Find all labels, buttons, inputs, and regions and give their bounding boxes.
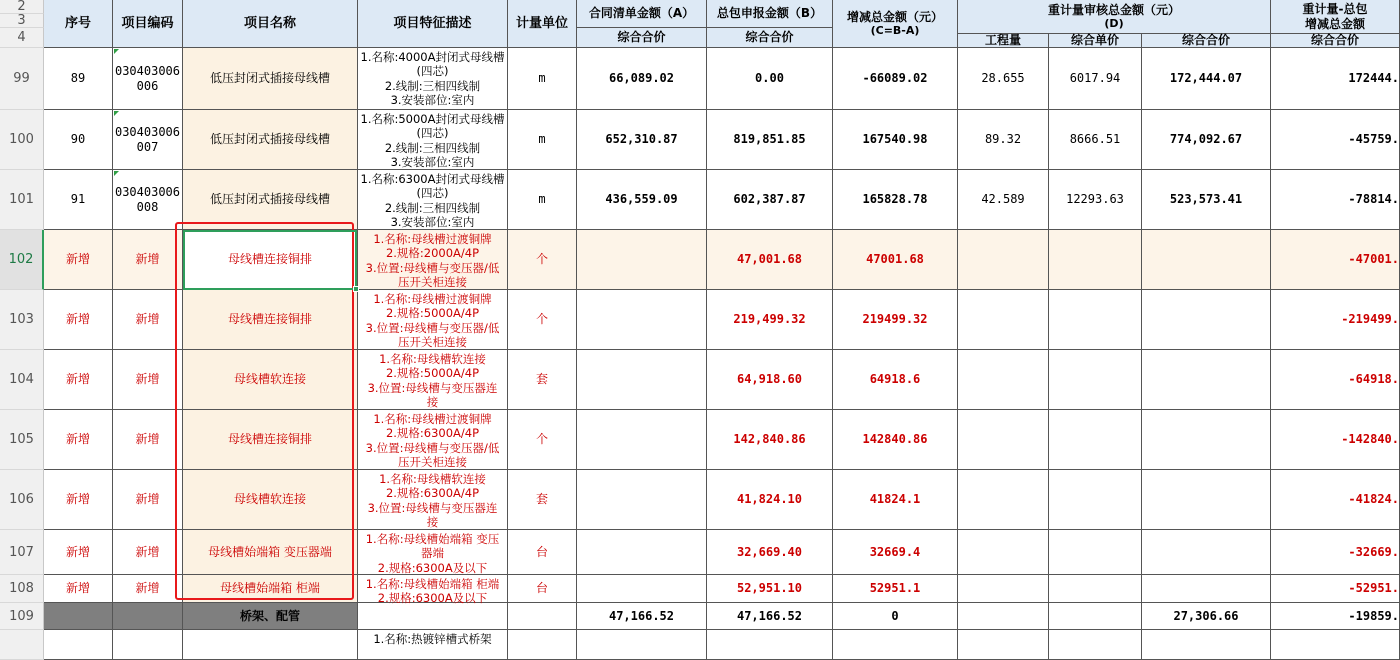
contract-cell[interactable]: 66,089.02 <box>577 48 707 110</box>
desc-line: 压开关柜连接 <box>398 455 467 470</box>
diff-cell[interactable]: -66089.02 <box>833 48 958 110</box>
review-total-cell[interactable]: 172,444.07 <box>1142 48 1271 110</box>
last-diff-cell[interactable]: -52951. <box>1271 575 1400 603</box>
code-cell[interactable]: 030403006008 <box>113 170 183 230</box>
row-header[interactable]: 2 <box>0 0 44 14</box>
submit-cell[interactable]: 64,918.60 <box>707 350 833 410</box>
review-unit-price-cell[interactable] <box>1049 290 1142 350</box>
desc-line: 2.规格:6300A及以下 <box>377 591 488 606</box>
review-qty-cell[interactable] <box>958 350 1049 410</box>
header-last-l1: 重计量-总包 <box>1302 2 1368 17</box>
name-cell[interactable]: 母线槽连接铜排 <box>183 230 358 290</box>
unit-cell[interactable]: m <box>508 48 577 110</box>
review-unit-price-cell[interactable] <box>1049 350 1142 410</box>
submit-cell[interactable]: 142,840.86 <box>707 410 833 470</box>
total-review-unit-price-cell[interactable] <box>1049 603 1142 630</box>
desc-line: 压开关柜连接 <box>398 335 467 350</box>
header-diff-amount[interactable] <box>833 0 958 48</box>
total-diff-cell[interactable]: 0 <box>833 603 958 630</box>
row-header[interactable] <box>0 630 44 660</box>
submit-cell[interactable]: 819,851.85 <box>707 110 833 170</box>
header-review-sub: (D) <box>1104 17 1124 31</box>
code-cell[interactable]: 新增 <box>113 230 183 290</box>
unit-cell[interactable]: 个 <box>508 290 577 350</box>
review-total-cell[interactable] <box>1142 350 1271 410</box>
diff-cell[interactable]: 64918.6 <box>833 350 958 410</box>
review-unit-price-cell[interactable] <box>1049 230 1142 290</box>
diff-cell[interactable]: 219499.32 <box>833 290 958 350</box>
name-cell[interactable]: 母线槽始端箱 变压器端 <box>183 530 358 575</box>
contract-cell[interactable] <box>577 290 707 350</box>
review-total-cell[interactable]: 774,092.67 <box>1142 110 1271 170</box>
contract-cell[interactable] <box>577 530 707 575</box>
review-total-cell[interactable] <box>1142 530 1271 575</box>
contract-cell[interactable]: 652,310.87 <box>577 110 707 170</box>
desc-line: 3.位置:母线槽与变压器/低 <box>365 440 500 455</box>
contract-cell[interactable] <box>577 350 707 410</box>
row-header[interactable]: 3 <box>0 14 44 28</box>
contract-cell[interactable] <box>577 470 707 530</box>
diff-cell[interactable]: 167540.98 <box>833 110 958 170</box>
desc-line: 接 <box>426 515 439 530</box>
review-total-cell[interactable] <box>1142 575 1271 603</box>
partial-cell[interactable] <box>44 630 113 660</box>
review-qty-cell[interactable] <box>958 530 1049 575</box>
review-total-cell[interactable] <box>1142 230 1271 290</box>
desc-cell[interactable] <box>358 350 508 410</box>
desc-cell[interactable] <box>358 470 508 530</box>
seq-cell[interactable]: 89 <box>44 48 113 110</box>
row-header[interactable]: 101 <box>0 170 44 230</box>
row-header[interactable]: 100 <box>0 110 44 170</box>
seq-cell[interactable]: 新增 <box>44 530 113 575</box>
desc-line: 压开关柜连接 <box>398 275 467 290</box>
desc-line: 1.名称:6300A封闭式母线槽 <box>360 172 505 186</box>
partial-cell[interactable] <box>508 630 577 660</box>
comment-indicator <box>114 111 119 116</box>
row-header[interactable]: 102 <box>0 230 44 290</box>
header-code[interactable]: 项目编码 <box>113 0 183 48</box>
desc-line: 1.名称:母线槽软连接 <box>379 472 486 486</box>
header-review-unit-price[interactable]: 综合单价 <box>1049 34 1142 48</box>
comment-indicator <box>114 171 119 176</box>
header-review-group[interactable] <box>958 0 1271 34</box>
desc-line: 1.名称:母线槽过渡铜牌 <box>373 292 492 306</box>
header-diff-formula: (C=B-A) <box>870 24 920 38</box>
diff-cell[interactable]: 52951.1 <box>833 575 958 603</box>
seq-cell[interactable]: 新增 <box>44 290 113 350</box>
contract-cell[interactable] <box>577 230 707 290</box>
diff-cell[interactable]: 47001.68 <box>833 230 958 290</box>
desc-cell[interactable] <box>358 230 508 290</box>
contract-cell[interactable] <box>577 575 707 603</box>
desc-cell[interactable] <box>358 110 508 170</box>
desc-line: 1.名称:母线槽过渡铜牌 <box>373 412 492 426</box>
review-unit-price-cell[interactable]: 6017.94 <box>1049 48 1142 110</box>
seq-cell[interactable]: 新增 <box>44 350 113 410</box>
code-cell[interactable]: 新增 <box>113 530 183 575</box>
total-submit-cell[interactable]: 47,166.52 <box>707 603 833 630</box>
name-cell[interactable]: 母线槽连接铜排 <box>183 290 358 350</box>
desc-line: 接 <box>426 395 439 410</box>
desc-line: 1.名称:母线槽始端箱 柜端 <box>365 577 500 591</box>
header-last-group[interactable] <box>1271 0 1400 34</box>
header-seq[interactable]: 序号 <box>44 0 113 48</box>
partial-cell[interactable] <box>707 630 833 660</box>
submit-cell[interactable]: 47,001.68 <box>707 230 833 290</box>
review-unit-price-cell[interactable] <box>1049 530 1142 575</box>
seq-cell[interactable]: 新增 <box>44 575 113 603</box>
partial-cell[interactable] <box>1049 630 1142 660</box>
name-cell[interactable]: 母线槽始端箱 柜端 <box>183 575 358 603</box>
desc-cell[interactable] <box>358 48 508 110</box>
submit-cell[interactable]: 41,824.10 <box>707 470 833 530</box>
last-diff-cell[interactable]: -32669. <box>1271 530 1400 575</box>
submit-cell[interactable]: 602,387.87 <box>707 170 833 230</box>
desc-line: 1.名称:母线槽始端箱 变压 <box>365 532 500 546</box>
review-unit-price-cell[interactable] <box>1049 470 1142 530</box>
last-diff-cell[interactable]: -47001. <box>1271 230 1400 290</box>
name-cell[interactable]: 低压封闭式插接母线槽 <box>183 170 358 230</box>
review-qty-cell[interactable]: 28.655 <box>958 48 1049 110</box>
review-qty-cell[interactable] <box>958 470 1049 530</box>
review-total-cell[interactable] <box>1142 290 1271 350</box>
total-seq-cell[interactable] <box>44 603 113 630</box>
header-name[interactable]: 项目名称 <box>183 0 358 48</box>
unit-cell[interactable]: 个 <box>508 410 577 470</box>
header-desc[interactable]: 项目特征描述 <box>358 0 508 48</box>
partial-cell[interactable] <box>833 630 958 660</box>
submit-cell[interactable]: 0.00 <box>707 48 833 110</box>
contract-cell[interactable] <box>577 410 707 470</box>
partial-cell[interactable] <box>1271 630 1400 660</box>
desc-line: 2.规格:6300A/4P <box>385 486 480 501</box>
desc-line: 2.规格:5000A/4P <box>385 366 480 381</box>
review-qty-cell[interactable]: 42.589 <box>958 170 1049 230</box>
review-qty-cell[interactable] <box>958 290 1049 350</box>
review-unit-price-cell[interactable]: 8666.51 <box>1049 110 1142 170</box>
desc-line: (四芯) <box>416 126 449 141</box>
code-cell[interactable]: 030403006007 <box>113 110 183 170</box>
seq-cell[interactable]: 新增 <box>44 470 113 530</box>
desc-line: 器端 <box>421 546 444 561</box>
header-last-sub[interactable]: 综合合价 <box>1271 34 1400 48</box>
header-diff-title: 增减总金额（元） <box>846 9 943 24</box>
desc-line: 3.安装部位:室内 <box>390 93 475 108</box>
desc-line: 3.位置:母线槽与变压器/低 <box>365 320 500 335</box>
header-review-total[interactable]: 综合合价 <box>1142 34 1271 48</box>
header-unit[interactable]: 计量单位 <box>508 0 577 48</box>
total-desc-cell[interactable] <box>358 603 508 630</box>
last-diff-cell[interactable]: -41824. <box>1271 470 1400 530</box>
review-unit-price-cell[interactable] <box>1049 575 1142 603</box>
desc-cell[interactable] <box>358 290 508 350</box>
name-cell[interactable]: 母线槽连接铜排 <box>183 410 358 470</box>
desc-line: 2.线制:三相四线制 <box>384 78 481 93</box>
seq-cell[interactable]: 新增 <box>44 230 113 290</box>
desc-line: 2.规格:5000A/4P <box>385 306 480 321</box>
code-cell[interactable]: 新增 <box>113 410 183 470</box>
total-unit-cell[interactable] <box>508 603 577 630</box>
last-diff-cell[interactable]: -64918. <box>1271 350 1400 410</box>
desc-line: 2.规格:6300A/4P <box>385 426 480 441</box>
desc-line: 3.位置:母线槽与变压器连 <box>367 380 498 395</box>
review-unit-price-cell[interactable]: 12293.63 <box>1049 170 1142 230</box>
unit-cell[interactable]: 个 <box>508 230 577 290</box>
submit-cell[interactable]: 52,951.10 <box>707 575 833 603</box>
total-review-qty-cell[interactable] <box>958 603 1049 630</box>
last-diff-cell[interactable]: -45759. <box>1271 110 1400 170</box>
total-code-cell[interactable] <box>113 603 183 630</box>
desc-line: 2.线制:三相四线制 <box>384 140 481 155</box>
diff-cell[interactable]: 32669.4 <box>833 530 958 575</box>
diff-cell[interactable]: 41824.1 <box>833 470 958 530</box>
seq-cell[interactable]: 新增 <box>44 410 113 470</box>
review-qty-cell[interactable] <box>958 575 1049 603</box>
desc-line: 3.位置:母线槽与变压器/低 <box>365 260 500 275</box>
desc-cell[interactable] <box>358 410 508 470</box>
desc-cell[interactable] <box>358 530 508 575</box>
partial-cell[interactable]: 1.名称:热镀锌槽式桥架 <box>358 630 508 660</box>
header-last-l2: 增减总金额 <box>1304 16 1365 31</box>
unit-cell[interactable]: 套 <box>508 350 577 410</box>
desc-line: 2.规格:6300A及以下 <box>377 560 488 575</box>
seq-cell[interactable]: 91 <box>44 170 113 230</box>
row-header[interactable]: 109 <box>0 603 44 630</box>
row-header[interactable]: 107 <box>0 530 44 575</box>
code-cell[interactable]: 新增 <box>113 470 183 530</box>
diff-cell[interactable]: 142840.86 <box>833 410 958 470</box>
name-cell[interactable]: 母线槽软连接 <box>183 350 358 410</box>
code-cell[interactable]: 新增 <box>113 350 183 410</box>
row-header[interactable]: 4 <box>0 28 44 48</box>
last-diff-cell[interactable]: 172444. <box>1271 48 1400 110</box>
row-header[interactable]: 103 <box>0 290 44 350</box>
last-diff-cell[interactable]: -219499. <box>1271 290 1400 350</box>
desc-cell[interactable] <box>358 170 508 230</box>
seq-cell[interactable]: 90 <box>44 110 113 170</box>
unit-cell[interactable]: m <box>508 110 577 170</box>
unit-cell[interactable]: 台 <box>508 530 577 575</box>
desc-line: 3.安装部位:室内 <box>390 215 475 230</box>
header-review-title: 重计量审核总金额（元） <box>1047 2 1180 17</box>
submit-cell[interactable]: 219,499.32 <box>707 290 833 350</box>
unit-cell[interactable]: m <box>508 170 577 230</box>
header-contract-amount[interactable]: 合同清单金额（A） <box>577 0 707 28</box>
header-submit-amount[interactable]: 总包申报金额（B） <box>707 0 833 28</box>
partial-cell[interactable] <box>958 630 1049 660</box>
row-header[interactable]: 105 <box>0 410 44 470</box>
partial-cell[interactable] <box>1142 630 1271 660</box>
row-header[interactable]: 108 <box>0 575 44 603</box>
desc-line: 2.规格:2000A/4P <box>385 246 480 261</box>
code-cell[interactable]: 新增 <box>113 575 183 603</box>
desc-line: 3.位置:母线槽与变压器连 <box>367 500 498 515</box>
desc-line: (四芯) <box>416 186 449 201</box>
name-cell[interactable]: 低压封闭式插接母线槽 <box>183 110 358 170</box>
code-cell[interactable]: 030403006006 <box>113 48 183 110</box>
desc-line: 2.线制:三相四线制 <box>384 200 481 215</box>
unit-cell[interactable]: 套 <box>508 470 577 530</box>
desc-line: 1.名称:母线槽过渡铜牌 <box>373 232 492 246</box>
desc-cell[interactable] <box>358 575 508 606</box>
total-contract-cell[interactable]: 47,166.52 <box>577 603 707 630</box>
review-qty-cell[interactable] <box>958 410 1049 470</box>
total-last-cell[interactable]: -19859. <box>1271 603 1400 630</box>
partial-cell[interactable] <box>183 630 358 660</box>
review-total-cell[interactable] <box>1142 470 1271 530</box>
contract-cell[interactable]: 436,559.09 <box>577 170 707 230</box>
header-contract-sub[interactable]: 综合合价 <box>577 28 707 48</box>
review-total-cell[interactable] <box>1142 410 1271 470</box>
name-cell[interactable]: 母线槽软连接 <box>183 470 358 530</box>
partial-cell[interactable] <box>113 630 183 660</box>
desc-line: (四芯) <box>416 64 449 79</box>
review-qty-cell[interactable]: 89.32 <box>958 110 1049 170</box>
header-review-qty[interactable]: 工程量 <box>958 34 1049 48</box>
review-qty-cell[interactable] <box>958 230 1049 290</box>
desc-line: 1.名称:母线槽软连接 <box>379 352 486 366</box>
header-submit-sub[interactable]: 综合合价 <box>707 28 833 48</box>
review-total-cell[interactable]: 523,573.41 <box>1142 170 1271 230</box>
code-cell[interactable]: 新增 <box>113 290 183 350</box>
diff-cell[interactable]: 165828.78 <box>833 170 958 230</box>
last-diff-cell[interactable]: -142840. <box>1271 410 1400 470</box>
comment-indicator <box>114 49 119 54</box>
row-header[interactable]: 106 <box>0 470 44 530</box>
desc-line: 3.安装部位:室内 <box>390 155 475 170</box>
partial-cell[interactable] <box>577 630 707 660</box>
unit-cell[interactable]: 台 <box>508 575 577 603</box>
desc-line: 1.名称:4000A封闭式母线槽 <box>360 50 505 64</box>
row-header[interactable]: 99 <box>0 48 44 110</box>
submit-cell[interactable]: 32,669.40 <box>707 530 833 575</box>
desc-line: 1.名称:5000A封闭式母线槽 <box>360 112 505 126</box>
last-diff-cell[interactable]: -78814. <box>1271 170 1400 230</box>
total-name-cell[interactable]: 桥架、配管 <box>183 603 358 630</box>
row-header[interactable]: 104 <box>0 350 44 410</box>
name-cell[interactable]: 低压封闭式插接母线槽 <box>183 48 358 110</box>
total-review-total-cell[interactable]: 27,306.66 <box>1142 603 1271 630</box>
review-unit-price-cell[interactable] <box>1049 410 1142 470</box>
